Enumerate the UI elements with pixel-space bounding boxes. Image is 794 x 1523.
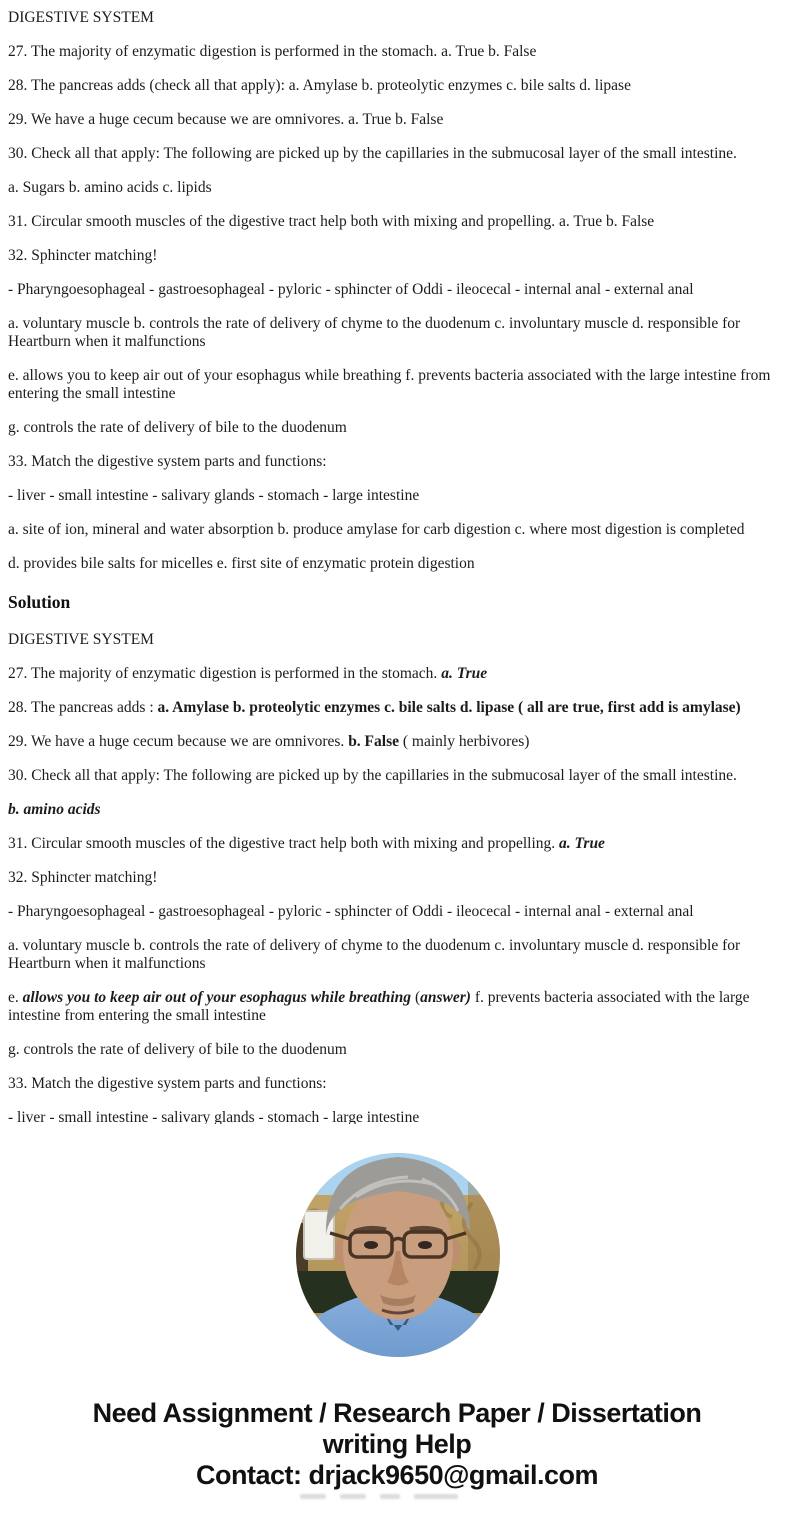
- paragraph: [8, 835, 784, 853]
- text-segment: answer): [420, 989, 471, 1006]
- text-segment: 31. Circular smooth muscles of the digestive tract help both with mixing and propelling.: [8, 835, 560, 852]
- tutor-avatar: [296, 1153, 500, 1357]
- text-segment: 27. The majority of enzymatic digestion is performed in the stomach.: [8, 665, 442, 682]
- paragraph: [8, 699, 784, 717]
- questions-section: [8, 9, 784, 573]
- paragraph: [8, 111, 784, 129]
- paragraph: [8, 145, 784, 163]
- text-segment: 33. Match the digestive system parts and functions:: [8, 1075, 327, 1092]
- text-segment: 32. Sphincter matching!: [8, 869, 158, 886]
- paragraph: [8, 213, 784, 231]
- text-segment: DIGESTIVE SYSTEM: [8, 9, 154, 26]
- text-segment: a. True: [559, 835, 605, 852]
- paragraph: [8, 989, 784, 1025]
- text-segment: 29. We have a huge cecum because we are omnivores. a. True b. False: [8, 111, 444, 128]
- paragraph: [8, 521, 784, 539]
- solution-heading: Solution: [8, 592, 71, 612]
- text-segment: f. prevents bacteria associated with the large intestine from entering the small intestine: [8, 989, 750, 1024]
- paragraph: [8, 419, 784, 437]
- text-segment: a. site of ion, mineral and water absorption b. produce amylase for carb digestion c. where most digestion is completed: [8, 521, 745, 538]
- paragraph: [8, 1075, 784, 1093]
- text-segment: 30. Check all that apply: The following are picked up by the capillaries in the submucosal layer of the small intestine.: [8, 767, 737, 784]
- text-segment: d. provides bile salts for micelles e. first site of enzymatic protein digestion: [8, 555, 475, 572]
- text-segment: - liver - small intestine - salivary glands - stomach - large intestine: [8, 487, 420, 504]
- paragraph: [8, 767, 784, 785]
- text-segment: a. Amylase b. proteolytic enzymes c. bile salts d. lipase ( all are true, first add is amylase): [157, 699, 741, 716]
- text-segment: 30. Check all that apply: The following are picked up by the capillaries in the submucosal layer of the small intestine.: [8, 145, 737, 162]
- paragraph: [8, 179, 784, 197]
- text-segment: b. amino acids: [8, 801, 101, 818]
- text-segment: a. Sugars b. amino acids c. lipids: [8, 179, 212, 196]
- text-segment: g. controls the rate of delivery of bile to the duodenum: [8, 419, 347, 436]
- text-segment: 29. We have a huge cecum because we are omnivores.: [8, 733, 349, 750]
- smudge-dash: [414, 1494, 458, 1499]
- smudge-dash: [380, 1494, 400, 1499]
- smudge-dash: [300, 1494, 326, 1499]
- tutor-photo: [296, 1153, 500, 1357]
- promo-line-3: Contact: drjack9650@gmail.com: [196, 1460, 598, 1490]
- text-segment: 32. Sphincter matching!: [8, 247, 158, 264]
- paragraph: [8, 43, 784, 61]
- paragraph: [8, 281, 784, 299]
- text-segment: a. voluntary muscle b. controls the rate of delivery of chyme to the duodenum c. involuntary muscle d. responsible for Heartburn when it malfunctions: [8, 315, 741, 350]
- text-segment: 31. Circular smooth muscles of the digestive tract help both with mixing and propelling. a. True b. False: [8, 213, 655, 230]
- paragraph: [8, 801, 784, 819]
- promo-line-1: Need Assignment / Research Paper / Dissertation: [92, 1398, 702, 1428]
- text-segment: - Pharyngoesophageal - gastroesophageal - pyloric - sphincter of Oddi - ileocecal - internal anal - external anal: [8, 903, 694, 920]
- text-segment: e. allows you to keep air out of your esophagus while breathing f. prevents bacteria associated with the large intestine from entering the small intestine: [8, 367, 771, 402]
- paragraph: [8, 903, 784, 921]
- paragraph: [8, 631, 784, 649]
- watermark-smudge: [300, 1494, 458, 1499]
- text-segment: 28. The pancreas adds :: [8, 699, 158, 716]
- paragraph: [8, 733, 784, 751]
- eye-right: [418, 1241, 432, 1249]
- text-segment: 27. The majority of enzymatic digestion is performed in the stomach. a. True b. False: [8, 43, 537, 60]
- paragraph: [8, 937, 784, 973]
- paragraph: [8, 9, 784, 27]
- wall-column: [468, 1181, 500, 1281]
- smudge-dash: [340, 1494, 366, 1499]
- paragraph: [8, 1109, 784, 1124]
- paragraph: [8, 77, 784, 95]
- text-segment: e.: [8, 989, 23, 1006]
- eye-left: [364, 1241, 378, 1249]
- text-segment: ( mainly herbivores): [399, 733, 530, 750]
- paragraph: [8, 367, 784, 403]
- paragraph: [8, 247, 784, 265]
- text-segment: 28. The pancreas adds (check all that apply): a. Amylase b. proteolytic enzymes c. bile salts d. lipase: [8, 77, 631, 94]
- text-segment: b. False: [348, 733, 399, 750]
- paragraph: [8, 453, 784, 471]
- solution-section: [8, 631, 784, 1124]
- promo-line-2: writing Help: [322, 1429, 472, 1459]
- text-segment: allows you to keep air out of your esophagus while breathing: [22, 989, 412, 1006]
- text-segment: - liver - small intestine - salivary glands - stomach - large intestine: [8, 1109, 420, 1124]
- paragraph: [8, 869, 784, 887]
- text-segment: a. True: [441, 665, 488, 682]
- paragraph: [8, 487, 784, 505]
- paragraph: [8, 315, 784, 351]
- text-segment: a. voluntary muscle b. controls the rate of delivery of chyme to the duodenum c. involuntary muscle d. responsible for Heartburn when it malfunctions: [8, 937, 741, 972]
- paragraph: [8, 555, 784, 573]
- text-segment: g. controls the rate of delivery of bile to the duodenum: [8, 1041, 347, 1058]
- text-segment: DIGESTIVE SYSTEM: [8, 631, 154, 648]
- text-segment: 33. Match the digestive system parts and functions:: [8, 453, 327, 470]
- text-segment: (: [411, 989, 421, 1006]
- text-segment: - Pharyngoesophageal - gastroesophageal - pyloric - sphincter of Oddi - ileocecal - internal anal - external anal: [8, 281, 694, 298]
- paragraph: [8, 1041, 784, 1059]
- paragraph: [8, 665, 784, 683]
- promo-banner: [0, 1398, 794, 1491]
